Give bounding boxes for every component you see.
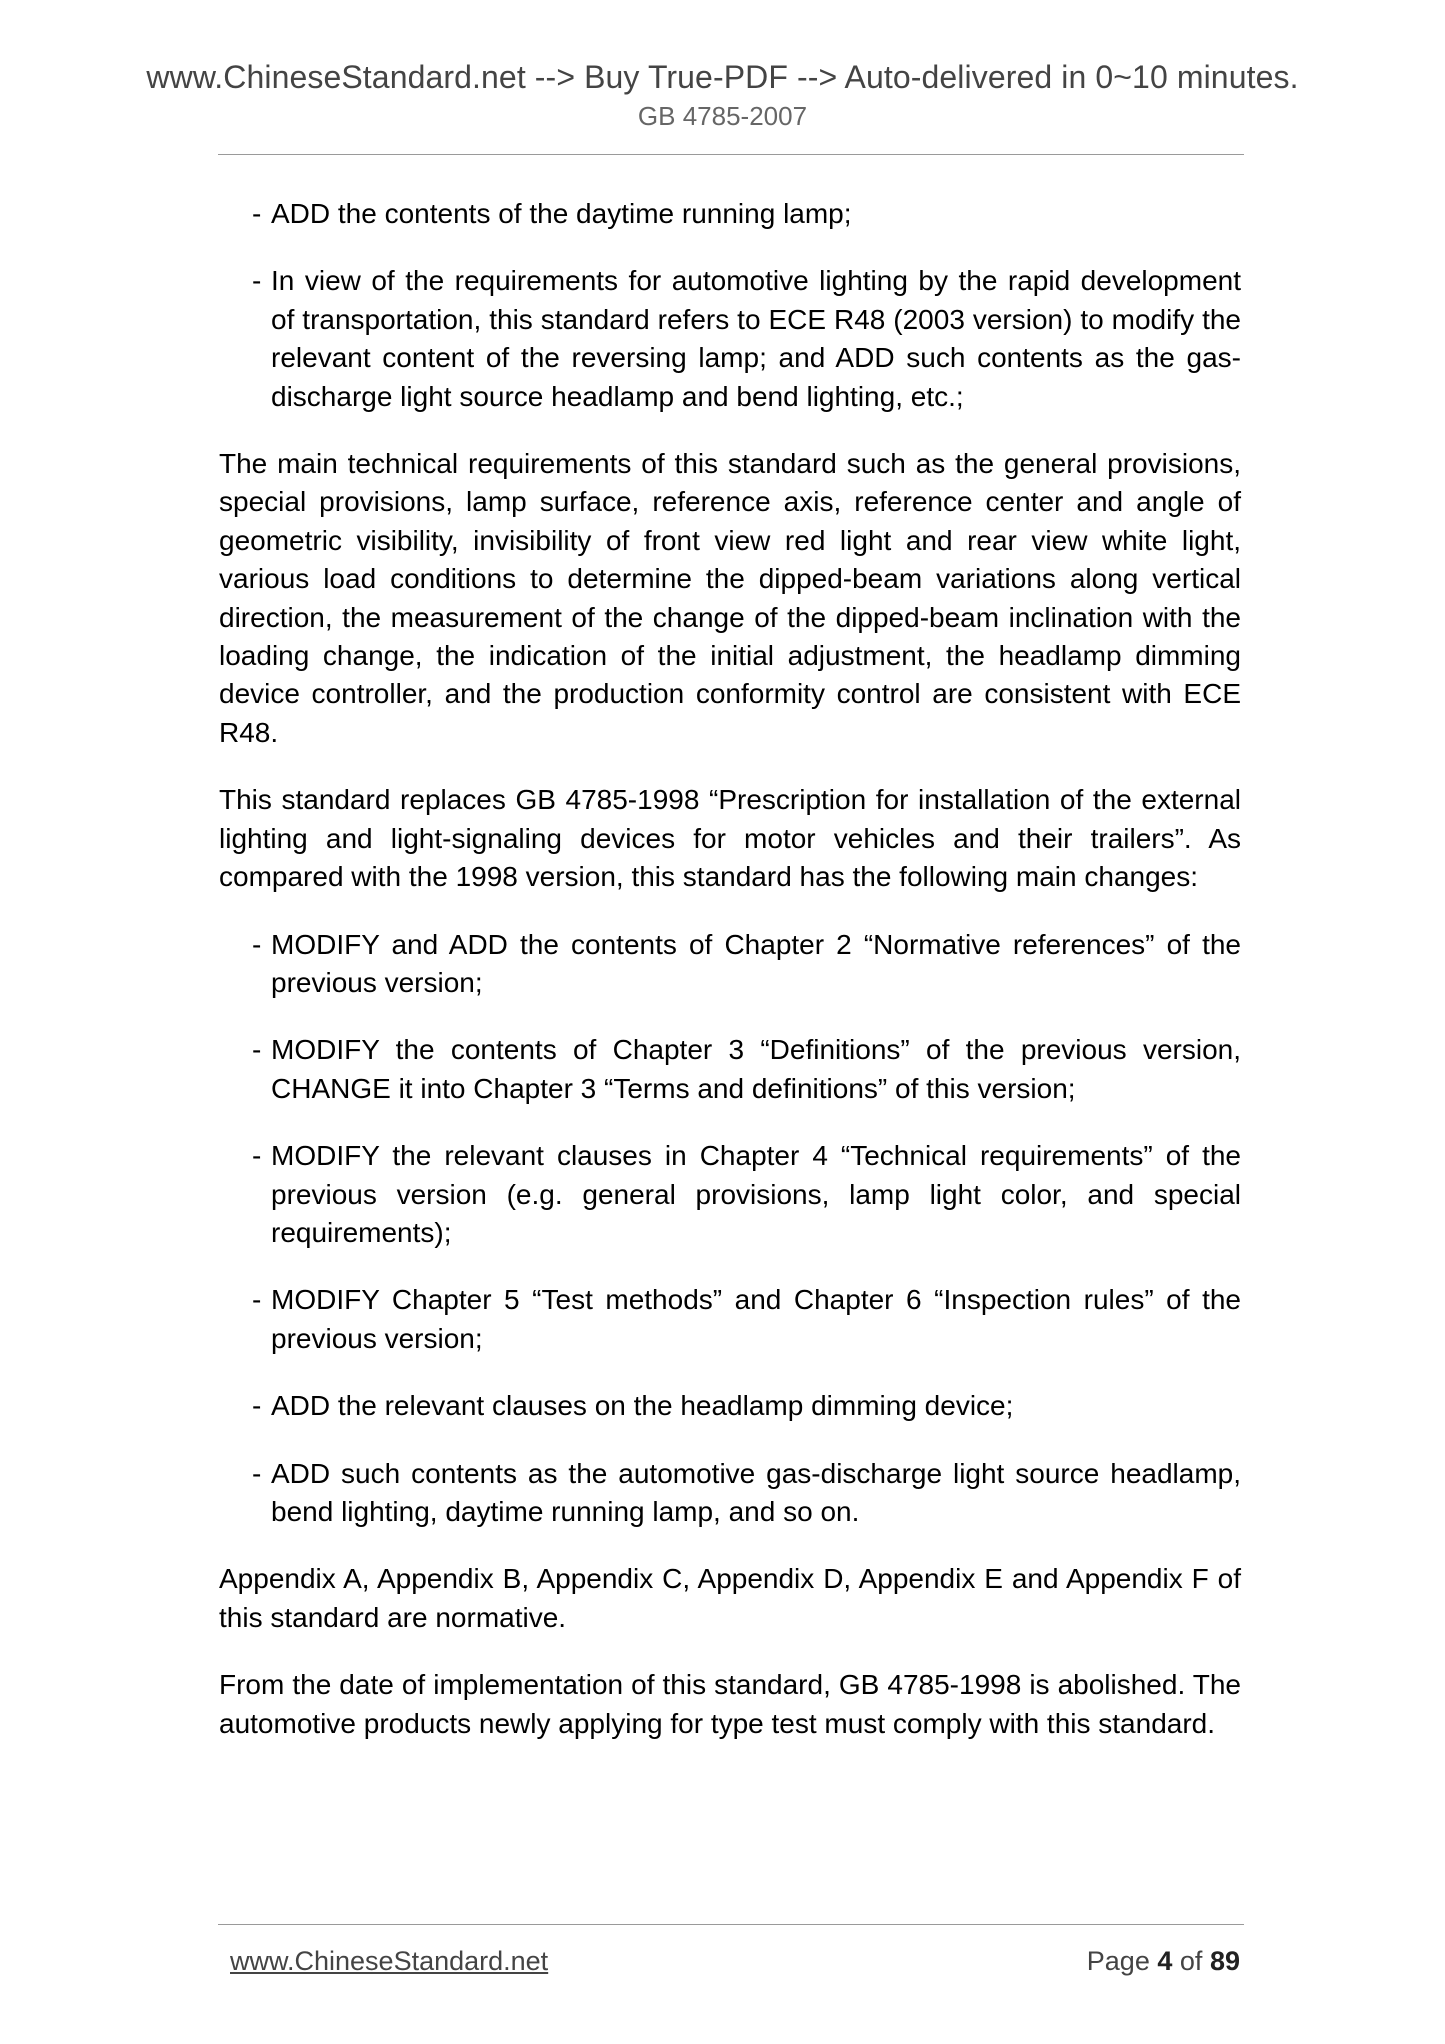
list-item xyxy=(219,1031,1241,1108)
list-item xyxy=(219,926,1241,1003)
list-item-text: MODIFY the relevant clauses in Chapter 4 “Technical requirements” of the previous version (e.g. general provisions, lamp light color, and special requirements); xyxy=(271,1140,1241,1248)
bullet-dash: - xyxy=(252,265,262,297)
bullet-dash: - xyxy=(252,1034,262,1066)
footer-divider xyxy=(218,1924,1244,1925)
paragraph-appendix: Appendix A, Appendix B, Appendix C, Appendix D, Appendix E and Appendix F of this standard are normative. xyxy=(219,1563,1241,1633)
list-item xyxy=(219,1137,1241,1252)
page-header xyxy=(0,56,1445,133)
document-body xyxy=(219,195,1241,1772)
page-total: 89 xyxy=(1209,1946,1240,1976)
list-item-text: ADD the relevant clauses on the headlamp dimming device; xyxy=(271,1390,1014,1422)
page-footer xyxy=(230,1942,1240,1982)
list-item-text: ADD the contents of the daytime running lamp; xyxy=(271,198,852,229)
list-item xyxy=(219,262,1241,416)
header-divider xyxy=(218,154,1244,155)
list-item xyxy=(219,1455,1241,1532)
list-item-text: MODIFY Chapter 5 “Test methods” and Chapter 6 “Inspection rules” of the previous version; xyxy=(271,1284,1241,1354)
bullet-dash: - xyxy=(252,1457,262,1489)
paragraph-replaces: This standard replaces GB 4785-1998 “Prescription for installation of the external lighting and light-signaling devices for motor vehicles and their trailers”. As compared with the 1998 version, this standard has the following main changes: xyxy=(219,784,1241,893)
list-item xyxy=(219,1281,1241,1358)
bullet-dash: - xyxy=(252,928,262,960)
list-item-text: MODIFY and ADD the contents of Chapter 2 “Normative references” of the previous version; xyxy=(271,928,1241,998)
list-item xyxy=(219,195,1241,233)
paragraph-abolished: From the date of implementation of this standard, GB 4785-1998 is abolished. The automotive products newly applying for type test must comply with this standard. xyxy=(219,1669,1241,1739)
footer-website-link[interactable]: www.ChineseStandard.net xyxy=(230,1946,549,1976)
page-current: 4 xyxy=(1157,1946,1173,1976)
bullet-dash: - xyxy=(252,1140,262,1172)
list-item-text: In view of the requirements for automotive lighting by the rapid development of transportation, this standard refers to ECE R48 (2003 version) to modify the relevant content of the reversing lamp; and ADD such contents as the gas-discharge light source headlamp and bend lighting, etc.; xyxy=(271,265,1241,412)
bullet-dash: - xyxy=(252,1390,262,1422)
page-of: of xyxy=(1179,1946,1203,1976)
standard-code: GB 4785-2007 xyxy=(637,101,808,131)
page-number xyxy=(1087,1942,1240,1980)
page-prefix: Page xyxy=(1086,1946,1150,1976)
paragraph-main-requirements: The main technical requirements of this standard such as the general provisions, special provisions, lamp surface, reference axis, reference center and angle of geometric visibility, invisibility of front view red light and rear view white light, various load conditions to determine the dipped-beam variations along vertical direction, the measurement of the change of the dipped-beam inclination with the loading change, the indication of the initial adjustment, the headlamp dimming device controller, and the production conformity control are consistent with ECE R48. xyxy=(219,448,1241,748)
header-banner: www.ChineseStandard.net --> Buy True-PDF --> Auto-delivered in 0~10 minutes. xyxy=(146,59,1299,95)
bullet-dash: - xyxy=(252,198,262,229)
list-item-text: ADD such contents as the automotive gas-discharge light source headlamp, bend lighting, daytime running lamp, and so on. xyxy=(271,1457,1241,1527)
list-item xyxy=(219,1387,1241,1425)
list-item-text: MODIFY the contents of Chapter 3 “Definitions” of the previous version, CHANGE it into Chapter 3 “Terms and definitions” of this version; xyxy=(271,1034,1241,1104)
bullet-dash: - xyxy=(252,1284,262,1316)
